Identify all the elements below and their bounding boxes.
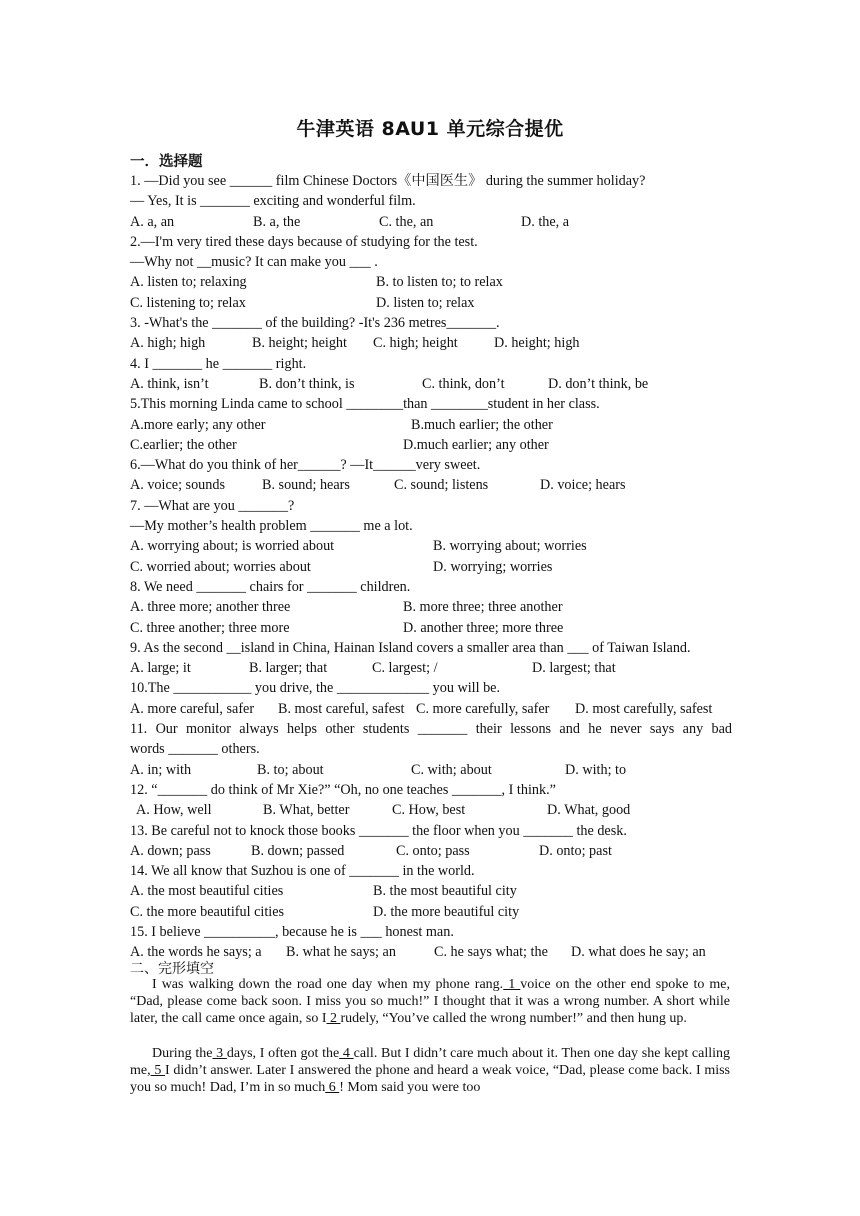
- option-d: D. the, a: [521, 213, 570, 230]
- option-a: A.more early; any other: [130, 416, 266, 433]
- question-line: — Yes, It is _______ exciting and wonderful film.: [130, 193, 416, 210]
- cloze-text: rudely, “You’ve called the wrong number!” and then hung up.: [340, 1011, 687, 1027]
- options-row: [130, 841, 732, 861]
- cloze-text: I was walking down the road one day when my phone rang.: [152, 977, 504, 992]
- option-d: D. don’t think, be: [548, 375, 649, 392]
- question-stem: 15. I believe __________, because he is ___ honest man.: [130, 923, 454, 940]
- cloze-text: call. But I didn’t care much about it. Then one day she kept calling me,: [130, 1046, 730, 1079]
- options-row: [130, 536, 732, 556]
- cloze-text: voice on the other end spoke to me, “Dad, please come back soon. I miss you so much!” I thought that it was a wrong number. A short while later, the call came once again, so I: [130, 977, 731, 1027]
- question-stem: 9. As the second __island in China, Hainan Island covers a smaller area than ___ of Taiwan Island.: [130, 639, 691, 656]
- options-row: [130, 374, 732, 394]
- options-row: [130, 293, 732, 313]
- options-row: [130, 618, 732, 638]
- question-stem: 1. —Did you see ______ film Chinese Doctors《中国医生》 during the summer holiday?: [130, 173, 646, 189]
- options-row: [130, 212, 732, 232]
- options-row: [130, 881, 732, 901]
- option-a: A. in; with: [130, 761, 192, 778]
- options-row: [130, 942, 732, 962]
- option-b: B. more three; three another: [403, 599, 563, 616]
- question-stem: 6.—What do you think of her______? —It______very sweet.: [130, 457, 481, 474]
- options-row: [130, 333, 732, 353]
- option-a: A. voice; sounds: [130, 477, 225, 494]
- options-row: [130, 902, 732, 922]
- question-stem: 8. We need _______ chairs for _______ children.: [130, 578, 411, 595]
- option-a: A. large; it: [130, 660, 191, 677]
- option-c: C. more carefully, safer: [416, 700, 550, 717]
- option-b: B. the most beautiful city: [373, 883, 517, 900]
- cloze-text: I didn’t answer. Later I answered the phone and heard a weak voice, “Dad, please come back. I miss you so much! Dad, I’m in so much: [130, 1063, 731, 1096]
- options-row: [130, 435, 732, 455]
- option-b: B.much earlier; the other: [411, 416, 553, 433]
- option-a: A. down; pass: [130, 842, 211, 859]
- cloze-blank: 4: [339, 1046, 354, 1061]
- option-b: B. down; passed: [251, 842, 345, 859]
- question-stem: 2.—I'm very tired these days because of studying for the test.: [130, 233, 478, 250]
- option-b: B. most careful, safest: [278, 700, 405, 717]
- option-c: C. three another; three more: [130, 619, 290, 636]
- option-c: C. worried about; worries about: [130, 558, 311, 575]
- option-d: D. most carefully, safest: [575, 700, 713, 717]
- options-row: [130, 658, 732, 678]
- option-b: B. what he says; an: [286, 944, 396, 961]
- option-d: D. height; high: [494, 335, 580, 352]
- option-a: A. more careful, safer: [130, 700, 255, 717]
- question-stem: 5.This morning Linda came to school ________than ________student in her class.: [130, 396, 600, 413]
- option-c: C.earlier; the other: [130, 436, 237, 453]
- question-stem: 7. —What are you _______?: [130, 497, 295, 514]
- option-b: B. don’t think, is: [259, 375, 355, 392]
- cloze-blank: 1: [503, 977, 521, 992]
- options-row: [130, 699, 732, 719]
- question-stem: 4. I _______ he _______ right.: [130, 355, 307, 372]
- option-b: B. height; height: [252, 335, 347, 352]
- cloze-paragraph: [130, 976, 730, 1028]
- option-c: C. sound; listens: [394, 477, 489, 494]
- question-line: —Why not __music? It can make you ___ .: [130, 254, 378, 271]
- section-heading-choice: 一．选择题: [130, 154, 203, 170]
- option-a: A. listen to; relaxing: [130, 274, 247, 291]
- cloze-blank: 6: [325, 1080, 340, 1096]
- option-c: C. he says what; the: [434, 944, 548, 961]
- cloze-text: days, I often got the: [226, 1046, 340, 1061]
- question-line: words _______ others.: [130, 741, 260, 758]
- option-b: B. to listen to; to relax: [376, 274, 503, 291]
- option-d: D. another three; more three: [403, 619, 564, 636]
- option-d: D.much earlier; any other: [403, 436, 549, 453]
- question-stem: 12. “_______ do think of Mr Xie?” “Oh, no one teaches _______, I think.”: [130, 781, 556, 798]
- question-stem: 14. We all know that Suzhou is one of _______ in the world.: [130, 863, 475, 880]
- option-a: A. worrying about; is worried about: [130, 538, 335, 555]
- options-row: [130, 272, 732, 292]
- question-stem: 13. Be careful not to knock those books _______ the floor when you _______ the desk.: [130, 822, 627, 839]
- option-d: D. What, good: [547, 802, 631, 819]
- option-d: D. with; to: [565, 761, 627, 778]
- option-c: C. listening to; relax: [130, 294, 246, 311]
- option-b: B. worrying about; worries: [433, 538, 587, 555]
- options-row: [130, 475, 732, 495]
- option-c: C. the more beautiful cities: [130, 903, 285, 920]
- option-a: A. think, isn’t: [130, 375, 209, 392]
- option-a: A. three more; another three: [130, 599, 291, 616]
- option-d: D. what does he say; an: [571, 944, 706, 961]
- option-a: A. high; high: [130, 335, 206, 352]
- cloze-blank: 5: [150, 1063, 166, 1079]
- option-d: D. the more beautiful city: [373, 903, 520, 920]
- cloze-blank: 3: [212, 1046, 227, 1061]
- option-b: B. What, better: [263, 802, 350, 819]
- option-c: C. How, best: [392, 802, 466, 819]
- option-a: A. the words he says; a: [130, 944, 262, 961]
- option-c: C. think, don’t: [422, 375, 505, 392]
- option-c: C. the, an: [379, 213, 434, 230]
- question-list: [130, 171, 732, 963]
- option-a: A. the most beautiful cities: [130, 883, 284, 900]
- options-row: [130, 800, 732, 820]
- option-c: C. with; about: [411, 761, 492, 778]
- question-stem: 10.The ___________ you drive, the _____________ you will be.: [130, 680, 501, 697]
- option-b: B. sound; hears: [262, 477, 350, 494]
- option-c: C. onto; pass: [396, 842, 470, 859]
- option-b: B. a, the: [253, 213, 301, 230]
- cloze-text: ! Mom said you were too: [339, 1080, 481, 1096]
- option-d: D. worrying; worries: [433, 558, 553, 575]
- option-a: A. a, an: [130, 213, 175, 230]
- options-row: [130, 415, 732, 435]
- cloze-paragraph: [130, 1045, 730, 1097]
- question-stem: 3. -What's the _______ of the building? -It's 236 metres_______.: [130, 315, 500, 332]
- option-d: D. voice; hears: [540, 477, 626, 494]
- options-row: [130, 760, 732, 780]
- option-d: D. listen to; relax: [376, 294, 475, 311]
- option-a: A. How, well: [136, 802, 212, 819]
- question-stem: 11. Our monitor always helps other students _______ their lessons and he never says any bad: [130, 721, 732, 738]
- options-row: [130, 557, 732, 577]
- cloze-text: During the: [152, 1046, 213, 1061]
- cloze-blank: 2: [326, 1011, 341, 1027]
- option-c: C. largest; /: [372, 660, 438, 677]
- page-title: 牛津英语 8AU1 单元综合提优: [296, 118, 564, 140]
- option-d: D. onto; past: [539, 842, 612, 859]
- options-row: [130, 597, 732, 617]
- option-b: B. larger; that: [249, 660, 328, 677]
- option-d: D. largest; that: [532, 660, 616, 677]
- section-heading-cloze: 二、完形填空: [130, 961, 214, 977]
- option-c: C. high; height: [373, 335, 458, 352]
- question-line: —My mother’s health problem _______ me a lot.: [130, 518, 413, 535]
- option-b: B. to; about: [257, 761, 324, 778]
